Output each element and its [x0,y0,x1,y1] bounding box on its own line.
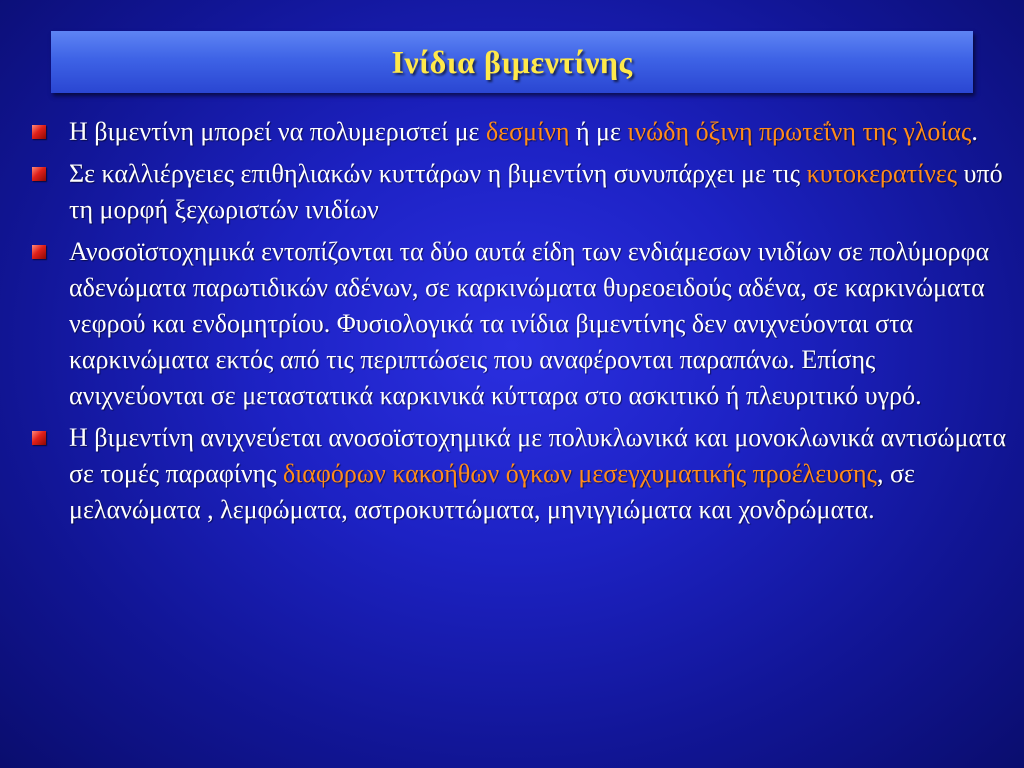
highlighted-term: κυτοκερατίνες [806,159,958,188]
bullet-text-segment: ή με [569,117,628,146]
bullet-text-segment: Σε καλλιέργειες επιθηλιακών κυττάρων η βιμεντίνη συνυπάρχει με τις [69,159,807,188]
bullet-text [69,237,989,410]
highlighted-term: διαφόρων κακοήθων όγκων μεσεγχυματικής προέλευσης [283,459,877,488]
red-square-bullet-icon [32,167,46,181]
highlighted-term: δεσμίνη [485,117,570,146]
bullet-text-segment: Ανοσοϊστοχημικά εντοπίζονται τα δύο αυτά είδη των ενδιάμεσων ινιδίων σε πολύμορφα αδενώματα παρωτιδικών αδένων, σε καρκινώματα θυρεοειδούς αδένα, σε καρκινώματα νεφρού και ενδομητρίου. Φυσιολογικά τα ινίδια βιμεντίνης δεν ανιχνεύονται στα καρκινώματα εκτός από τις περιπτώσεις που αναφέρονται παραπάνω. Επίσης ανιχνεύονται σε μεταστατικά καρκινικά κύτταρα στο ασκιτικό ή πλευριτικό υγρό. [69,237,990,410]
bullet-item [30,420,1015,528]
title-bar [51,31,973,93]
bullet-item [30,114,1015,150]
highlighted-term: ινώδη όξινη πρωτεΐνη της γλοίας [627,117,972,146]
bullet-list [30,114,1015,534]
bullet-text-segment: . [971,117,978,146]
bullet-item [30,156,1015,228]
bullet-text-segment: Η βιμεντίνη μπορεί να πολυμεριστεί με [69,117,486,146]
bullet-text [69,423,1006,524]
bullet-text-segment: Η βιμεντίνη ανιχνεύεται ανοσοϊστοχημικά με πολυκλωνικά και μονοκλωνικά αντισώματα σε τομές παραφίνης [69,423,1007,488]
red-square-bullet-icon [32,245,46,259]
red-square-bullet-icon [32,431,46,445]
bullet-text [69,117,978,146]
slide-title: Ινίδια βιμεντίνης [391,43,633,80]
bullet-text [69,159,1003,224]
bullet-item [30,234,1015,414]
red-square-bullet-icon [32,125,46,139]
bullet-text-segment: , σε μελανώματα , λεμφώματα, αστροκυττώματα, μηνιγγιώματα και χονδρώματα. [69,459,915,524]
bullet-text-segment: υπό τη μορφή ξεχωριστών ινιδίων [69,159,1003,224]
